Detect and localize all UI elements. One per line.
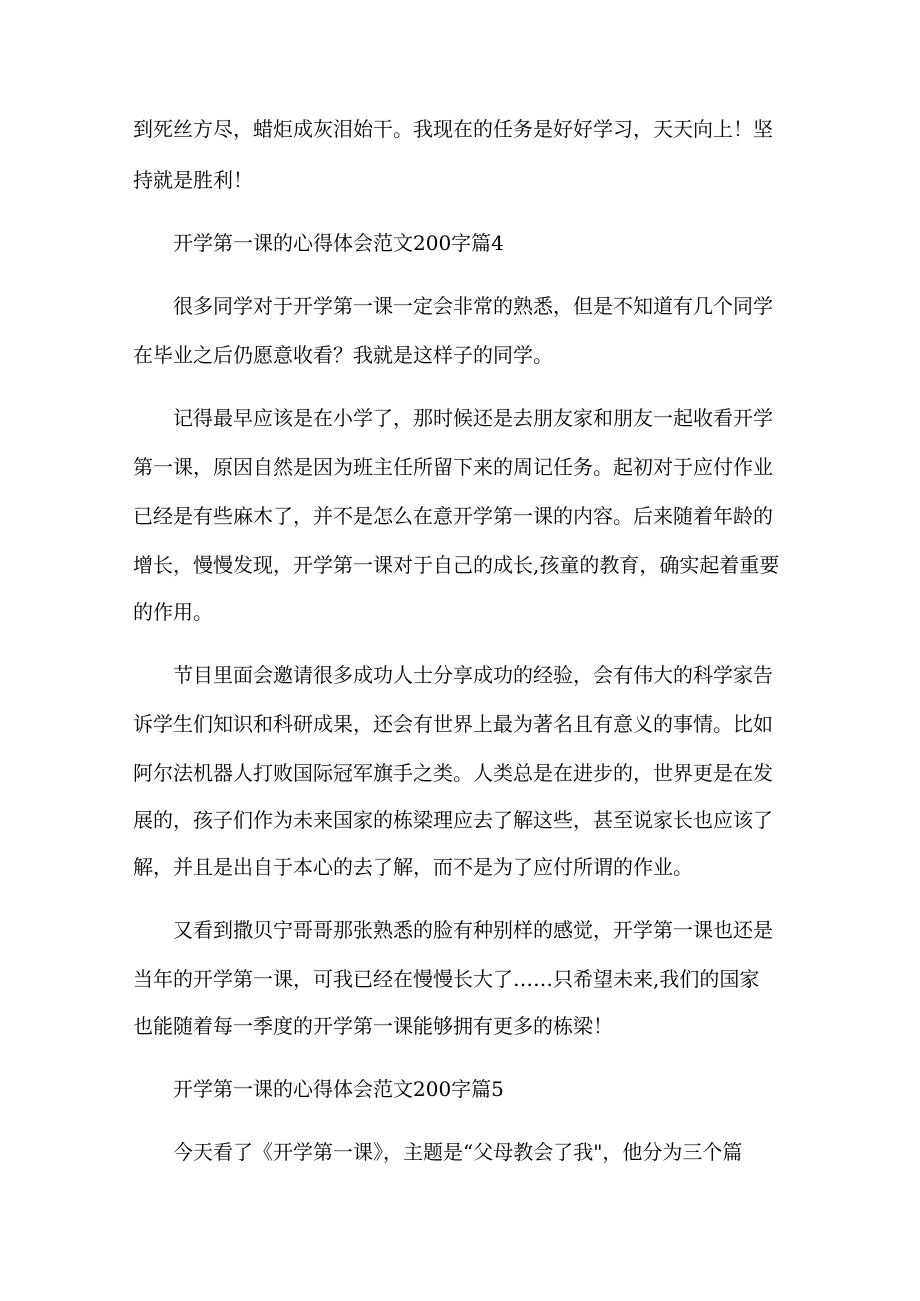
paragraph-line: 持就是胜利！ [133, 168, 253, 192]
paragraph-line: 今天看了《开学第一课》，主题是“父母教会了我"，他分为三个篇 [173, 1140, 743, 1164]
paragraph-line: 在毕业之后仍愿意收看？我就是这样子的同学。 [133, 343, 553, 367]
paragraph-line: 阿尔法机器人打败国际冠军旗手之类。人类总是在进步的，世界更是在发 [133, 761, 773, 785]
paragraph-line: 也能随着每一季度的开学第一课能够拥有更多的栋梁！ [133, 1014, 613, 1038]
paragraph-line: 节目里面会邀请很多成功人士分享成功的经验，会有伟大的科学家告 [173, 663, 773, 687]
paragraph-line: 当年的开学第一课，可我已经在慢慢长大了……只希望未来,我们的国家 [133, 967, 760, 991]
paragraph-line: 第一课，原因自然是因为班主任所留下来的周记任务。起初对于应付作业 [133, 455, 773, 479]
paragraph-line: 到死丝方尽，蜡炬成灰泪始干。我现在的任务是好好学习，天天向上！坚 [133, 117, 773, 141]
section-heading: 开学第一课的心得体会范文200字篇5 [173, 1077, 504, 1101]
paragraph-line: 记得最早应该是在小学了，那时候还是去朋友家和朋友一起收看开学 [173, 406, 773, 430]
paragraph-line: 解，并且是出自于本心的去了解，而不是为了应付所谓的作业。 [133, 855, 693, 879]
paragraph-line: 展的，孩子们作为未来国家的栋梁理应去了解这些，甚至说家长也应该了 [133, 808, 773, 832]
paragraph-line: 的作用。 [133, 600, 213, 624]
section-heading: 开学第一课的心得体会范文200字篇4 [173, 231, 504, 255]
paragraph-line: 增长，慢慢发现，开学第一课对于自己的成长,孩童的教育，确实起着重要 [133, 553, 780, 577]
paragraph-line: 诉学生们知识和科研成果，还会有世界上最为著名且有意义的事情。比如 [133, 712, 773, 736]
paragraph-line: 已经是有些麻木了，并不是怎么在意开学第一课的内容。后来随着年龄的 [133, 504, 773, 528]
paragraph-line: 又看到撒贝宁哥哥那张熟悉的脸有种别样的感觉，开学第一课也还是 [173, 918, 773, 942]
paragraph-line: 很多同学对于开学第一课一定会非常的熟悉，但是不知道有几个同学 [173, 294, 773, 318]
